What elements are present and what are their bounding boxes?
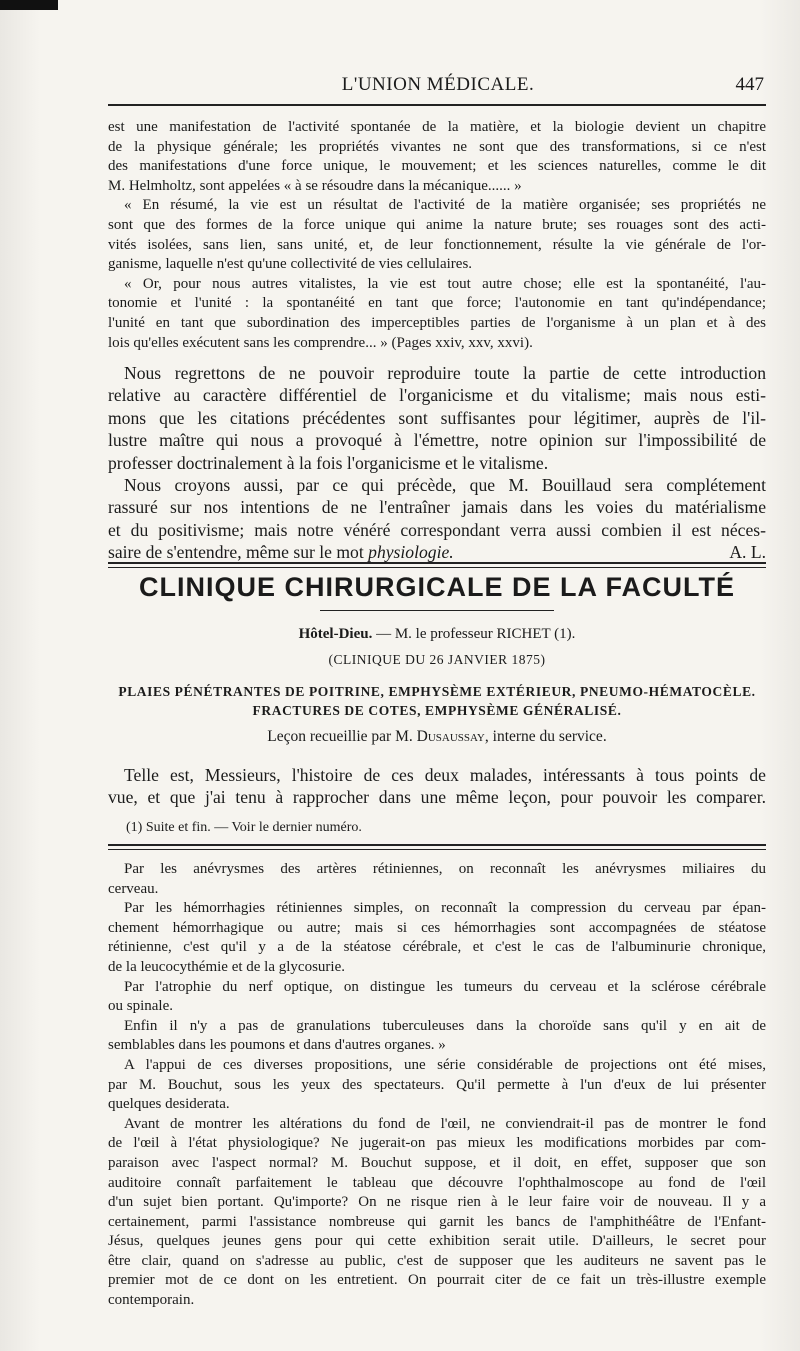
text-line: Telle est, Messieurs, l'histoire de ces deux malades, intéressants à tous points de <box>124 765 766 785</box>
page-number: 447 <box>735 74 764 95</box>
professor-name: — M. le professeur RICHET (1). <box>372 626 576 642</box>
text-line: Enfin il n'y a pas de granulations tuberculeuses dans la choroïde sans qu'il y en ait de <box>124 1017 766 1034</box>
commentary-block <box>108 362 766 563</box>
text-line: quelques desiderata. <box>108 1096 230 1113</box>
text-line: des manifestations d'une force unique, le mouvement; et les sciences naturelles, comme le dit <box>108 158 766 175</box>
page-header <box>112 74 764 100</box>
scan-edge-mark <box>0 0 58 10</box>
hospital-line <box>108 626 766 643</box>
subject-line: FRACTURES DE COTES, EMPHYSÈME GÉNÉRALISÉ. <box>252 703 622 718</box>
text-line: Par les anévrysmes des artères rétiniennes, on reconnaît les anévrysmes miliaires du <box>124 861 766 877</box>
text-line: mons que les citations précédentes sont suffisantes pour légitimer, auprès de l'il- <box>108 407 766 428</box>
text-line: de la leucocythémie et de la glycosurie. <box>108 958 345 975</box>
subject-line: PLAIES PÉNÉTRANTES DE POITRINE, EMPHYSÈME EXTÉRIEUR, PNEUMO-HÉMATOCÈLE. <box>118 684 756 699</box>
closing-text <box>108 541 454 563</box>
text-line: cerveau. <box>108 880 159 897</box>
text-line: Jésus, quelques jeunes gens pour qui cette exhibition serait utile. D'ailleurs, le secret pour <box>108 1233 766 1250</box>
text-line: Avant de montrer les altérations du fond de l'œil, ne conviendrait-il pas de montrer le fond <box>124 1115 766 1132</box>
text-line: ou spinale. <box>108 998 173 1015</box>
text-line: rassuré sur nos intentions de ne l'entraîner jamais dans les voies du matérialisme <box>108 497 766 518</box>
author-signature: A. L. <box>729 542 766 563</box>
text-line: paraison avec l'aspect normal? M. Bouchut suppose, et il doit, en effet, supposer que son <box>108 1154 766 1171</box>
lower-column <box>108 860 766 1311</box>
header-rule <box>108 104 766 106</box>
text-line: semblables dans les poumons et dans d'autres organes. » <box>108 1037 446 1054</box>
text-line: l'unité en tant que subordination des imperceptibles parties de l'organisme à un plan et à des <box>108 314 766 331</box>
closing-italic-word: physiologie. <box>368 542 454 563</box>
text-line: tonomie et l'unité : la spontanéité en tant que force; l'autonomie en tant qu'indépendance; <box>108 295 766 312</box>
text-line: lustre maître qui nous a provoqué à l'émettre, notre opinion sur l'impossibilité de <box>108 430 766 451</box>
text-line: par M. Bouchut, sous les yeux des spectateurs. Qu'il permette à l'un d'eux de lui présenter <box>108 1076 766 1093</box>
section-rule <box>108 562 766 564</box>
section-title: CLINIQUE CHIRURGICALE DE LA FACULTÉ <box>139 572 735 602</box>
text-line: « Or, pour nous autres vitalistes, la vie est tout autre chose; elle est la spontanéité, l'au- <box>124 275 766 292</box>
text-line: Nous regrettons de ne pouvoir reproduire toute la partie de cette introduction <box>124 363 766 383</box>
credit-suffix: , interne du service. <box>484 728 607 745</box>
text-line: ganisme, laquelle n'est qu'une collectivité de vies cellulaires. <box>108 256 473 273</box>
hospital-name: Hôtel-Dieu. <box>298 626 373 642</box>
text-line: contemporain. <box>108 1292 195 1309</box>
lesson-subject <box>108 682 766 720</box>
lesson-credit <box>108 728 766 746</box>
text-line: auditoire connaît parfaitement le tableau que découvre l'ophthalmoscope au fond de l'œil <box>108 1174 766 1191</box>
text-line: A l'appui de ces diverses propositions, une série considérable de projections ont été mises, <box>124 1056 766 1073</box>
credit-name: Dusaussay <box>416 728 485 745</box>
text-line: professer doctrinalement à la fois l'organicisme et le vitalisme. <box>108 452 549 473</box>
text-line: Nous croyons aussi, par ce qui précède, que M. Bouillaud sera complétement <box>124 475 766 496</box>
text-line: est une manifestation de l'activité spontanée de la matière, et la biologie devient un chapitre <box>108 119 766 135</box>
text-line: Par les hémorrhagies rétiniennes simples, on reconnaît la compression du cerveau par épan- <box>124 900 766 917</box>
clinic-date: (CLINIQUE DU 26 JANVIER 1875) <box>328 652 546 667</box>
section-rule-thin <box>108 567 766 568</box>
text-line: Par l'atrophie du nerf optique, on distingue les tumeurs du cerveau et la sclérose cérébrale <box>124 978 766 995</box>
text-line: vités isolées, sans lien, sans unité, et, de leur fonctionnement, résulte la vie générale de l'or- <box>108 236 766 253</box>
closing-words: saire de s'entendre, même sur le mot <box>108 542 369 563</box>
text-line: d'un sujet bien portant. Qu'importe? On ne risque rien à le leur faire voir de nouveau. Il y a <box>108 1194 766 1211</box>
text-line: être clair, quand on s'adresse au public, c'est de supposer que les auditeurs ne savent pas le <box>108 1252 766 1269</box>
journal-title: L'UNION MÉDICALE. <box>341 74 535 95</box>
clinic-intro <box>108 764 766 809</box>
section-rule <box>108 844 766 846</box>
text-line: de la physique générale; les propriétés vivantes ne sont que des transformations, si ce n'est <box>108 138 766 155</box>
section-rule-thin <box>108 849 766 850</box>
text-line: certainement, parmi l'assistance nombreuse qui garnit les bancs de l'amphithéâtre de l'Enfant- <box>108 1213 766 1230</box>
text-line: relative au caractère différentiel de l'organicisme et du vitalisme; mais nous esti- <box>108 385 766 406</box>
text-line: de l'œil à l'état physiologique? Ne jugerait-on pas mieux les modifications morbides par com- <box>108 1135 766 1152</box>
text-line: vue, et que j'ai tenu à rapprocher dans une même leçon, pour pouvoir les comparer. <box>108 787 766 808</box>
text-line: M. Helmholtz, sont appelées « à se résoudre dans la mécanique...... » <box>108 177 522 194</box>
text-line: rétinienne, c'est qu'il y a de la stéatose cérébrale, et c'est le cas de l'albuminurie chronique, <box>108 939 766 956</box>
text-line: « En résumé, la vie est un résultat de l'activité de la matière organisée; ses propriétés ne <box>124 197 766 214</box>
quote-block <box>108 118 766 353</box>
text-line: lois qu'elles exécutent sans les comprendre... » (Pages xxiv, xxv, xxvi). <box>108 334 533 351</box>
text-line: sont que des formes de la force unique qui anime la nature brute; ses rouages sont des acti- <box>108 216 766 233</box>
credit-prefix: Leçon recueillie par M. <box>267 728 417 745</box>
title-underline <box>320 610 554 611</box>
text-line: et du positivisme; mais notre vénéré correspondant verra aussi combien il est néces- <box>108 519 766 540</box>
footnote: (1) Suite et fin. — Voir le dernier numéro. <box>126 820 362 835</box>
commentary-closing-line <box>108 541 766 563</box>
text-line: chement hémorrhagique ou autre; mais si ces hémorrhagies sont accompagnées de stéatose <box>108 919 766 936</box>
text-line: premier mot de ce dont on les entretient. On pourrait citer de ce fait un très-illustre exemple <box>108 1272 766 1289</box>
